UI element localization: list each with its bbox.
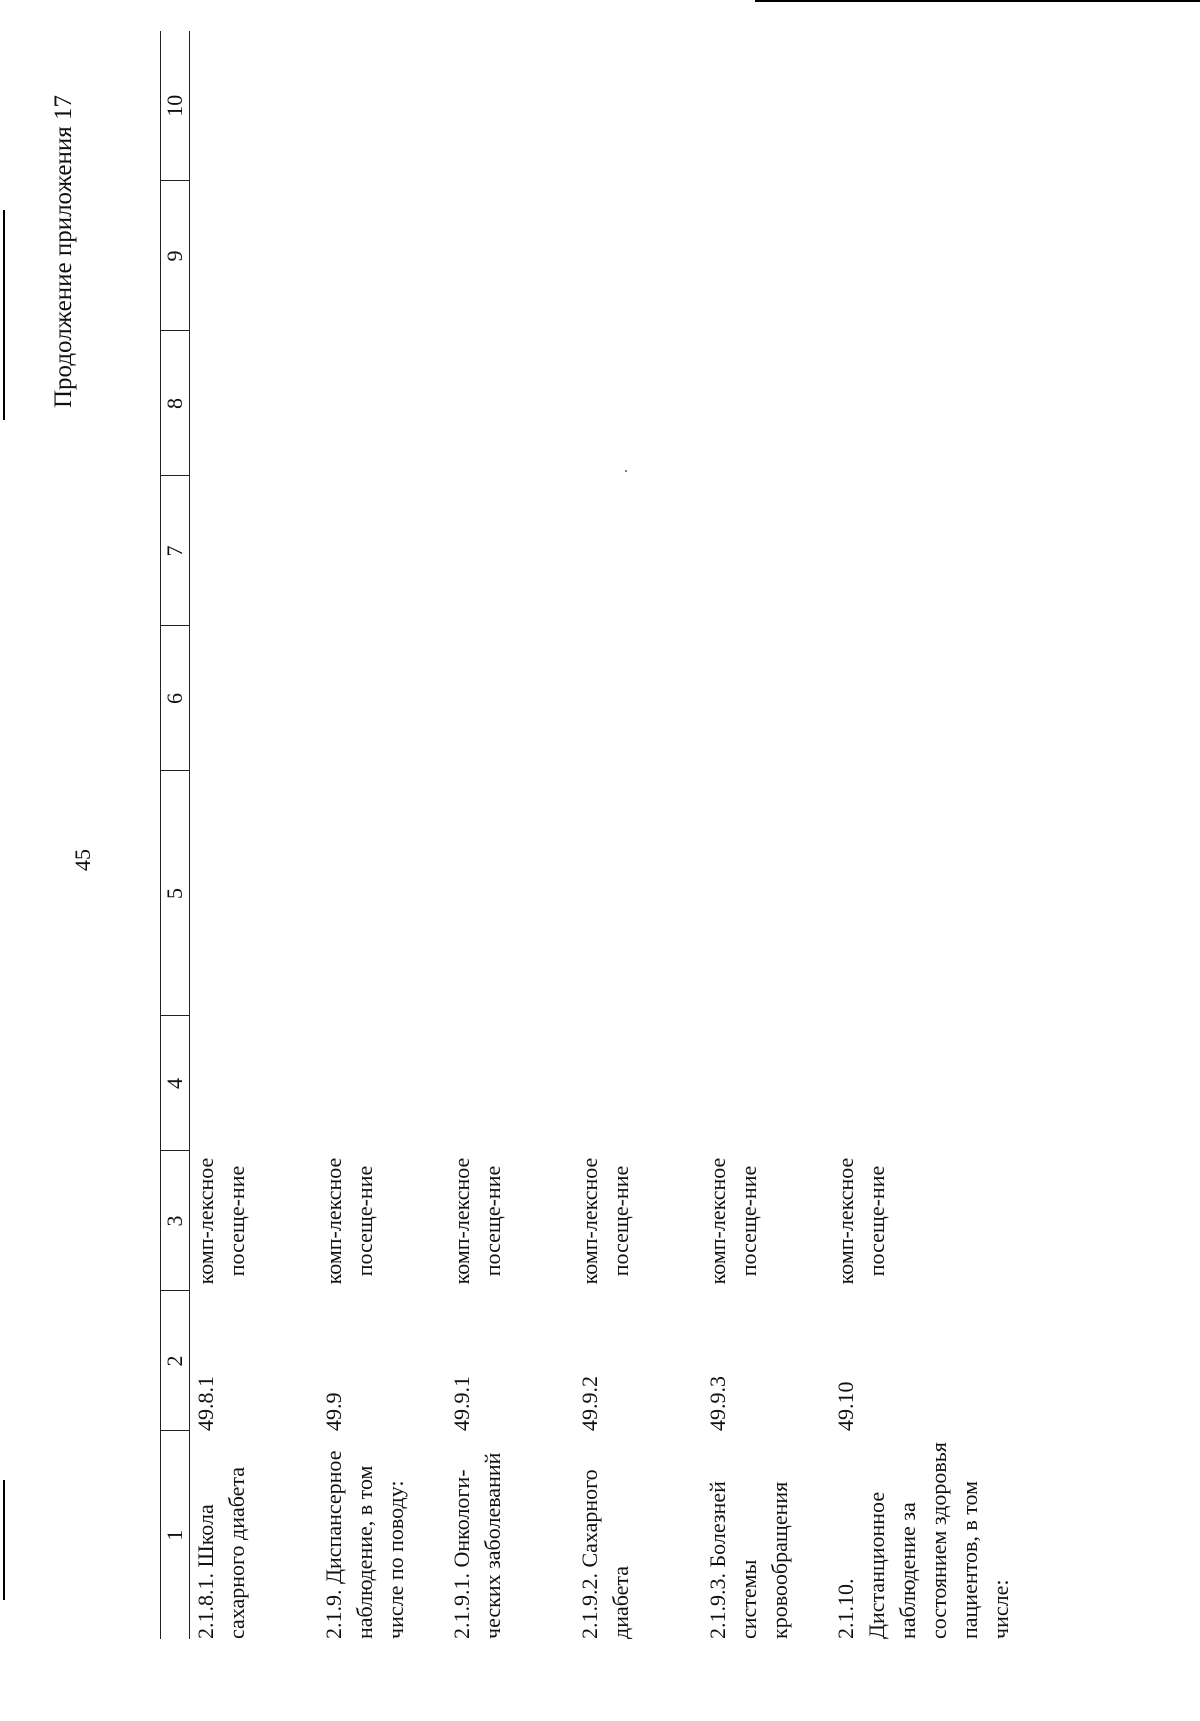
column-header: 7 <box>161 476 190 626</box>
table-row <box>190 31 319 1639</box>
row-unit: комп-лексное посеще-ние <box>577 1157 633 1285</box>
row-code: 49.8.1 <box>193 1376 218 1431</box>
row-unit: комп-лексное посеще-ние <box>193 1157 249 1285</box>
page-number: 45 <box>70 849 95 871</box>
column-number-row <box>161 31 190 1639</box>
table-row <box>830 31 1016 1639</box>
table-row <box>318 31 446 1639</box>
column-header: 8 <box>161 331 190 476</box>
row-code: 49.9.2 <box>577 1376 602 1431</box>
row-code: 49.9.1 <box>449 1376 474 1431</box>
table-row <box>702 31 830 1639</box>
row-name: 2.1.9.2. Сахарного диабета <box>577 1469 633 1639</box>
data-table <box>160 31 1016 1639</box>
row-name: 2.1.9.3. Болезней системы кровообращения <box>705 1481 792 1639</box>
row-name: 2.1.9. Диспансерное наблюдение, в том числе по поводу: <box>321 1450 408 1639</box>
row-name: 2.1.10. Дистанционное наблюдение за состоянием здоровья пациентов, в том числе: <box>833 1442 1013 1639</box>
row-unit: комп-лексное посеще-ние <box>833 1157 889 1285</box>
row-unit: комп-лексное посеще-ние <box>705 1157 761 1285</box>
column-header: 10 <box>161 31 190 181</box>
column-header: 1 <box>161 1431 190 1639</box>
column-header: 2 <box>161 1291 190 1431</box>
row-code: 49.9.3 <box>705 1376 730 1431</box>
table-row <box>446 31 574 1639</box>
row-name: 2.1.8.1. Школа сахарного диабета <box>193 1466 249 1639</box>
column-header: 5 <box>161 771 190 1016</box>
column-header: 9 <box>161 181 190 331</box>
column-header: 3 <box>161 1151 190 1291</box>
column-header: 6 <box>161 626 190 771</box>
appendix-caption: Продолжение приложения 17 <box>50 95 77 409</box>
row-unit: комп-лексное посеще-ние <box>321 1157 377 1285</box>
row-name: 2.1.9.1. Онкологи-ческих заболеваний <box>449 1452 505 1639</box>
row-unit: комп-лексное посеще-ние <box>449 1157 505 1285</box>
table-row <box>574 31 702 1639</box>
row-code: 49.9 <box>321 1392 346 1431</box>
row-code: 49.10 <box>833 1381 858 1431</box>
column-header: 4 <box>161 1016 190 1151</box>
